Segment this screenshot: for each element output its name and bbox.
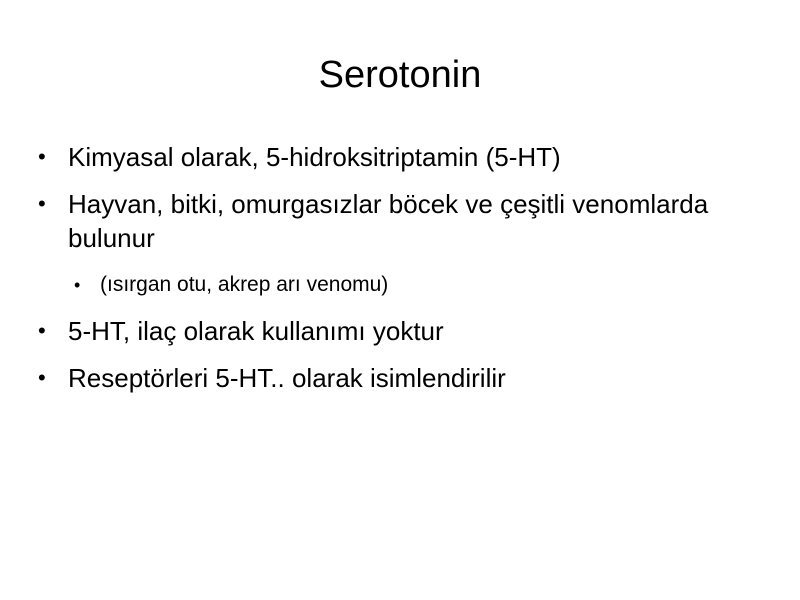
bullet-dot-icon: • bbox=[38, 191, 46, 216]
bullet-item bbox=[38, 187, 758, 255]
bullet-dot-icon: • bbox=[74, 275, 81, 295]
sub-bullet-text: (ısırgan otu, akrep arı venomu) bbox=[100, 273, 389, 296]
slide-title: Serotonin bbox=[318, 54, 482, 96]
bullet-list bbox=[38, 140, 758, 395]
bullet-text: Reseptörleri 5-HT.. olarak isimlendirilir bbox=[68, 363, 506, 393]
bullet-text: 5-HT, ilaç olarak kullanımı yoktur bbox=[68, 316, 444, 346]
bullet-dot-icon: • bbox=[38, 365, 46, 390]
bullet-text: Kimyasal olarak, 5-hidroksitriptamin (5-HT) bbox=[68, 142, 561, 172]
bullet-text: Hayvan, bitki, omurgasızlar böcek ve çeşitli venomlarda bulunur bbox=[68, 189, 709, 253]
bullet-item bbox=[38, 140, 758, 174]
bullet-dot-icon: • bbox=[38, 318, 46, 343]
sub-bullet-item bbox=[38, 271, 758, 299]
bullet-item bbox=[38, 361, 758, 395]
bullet-dot-icon: • bbox=[38, 144, 46, 169]
bullet-item bbox=[38, 314, 758, 348]
